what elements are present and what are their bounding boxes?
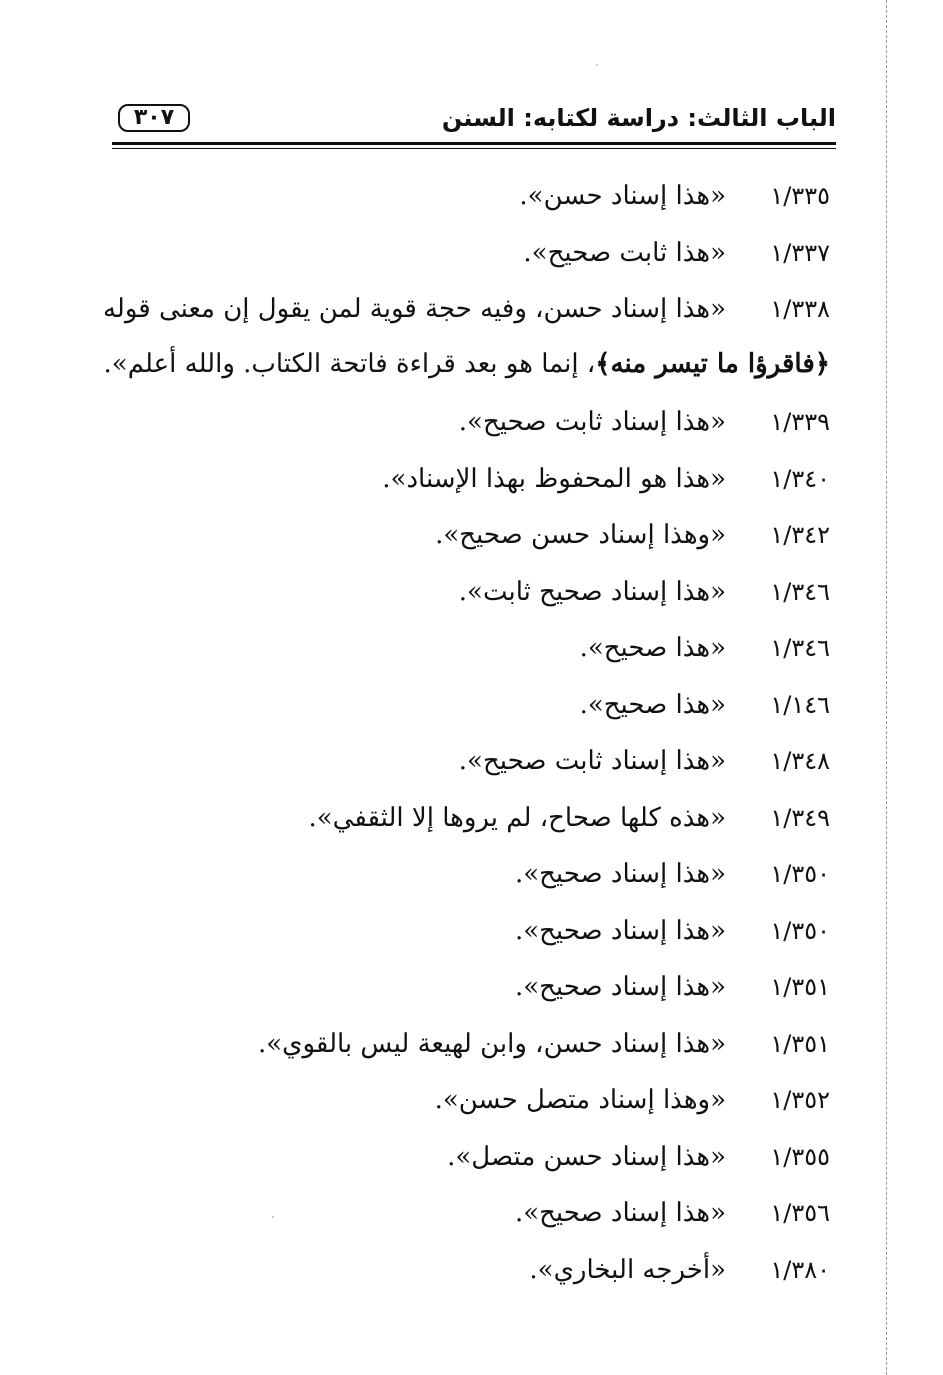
- entry-quote: «هذا هو المحفوظ بهذا الإسناد».: [382, 464, 726, 494]
- entry-reference: ١/٣٣٧: [770, 239, 830, 267]
- entry-reference: ١/١٤٦: [770, 691, 830, 719]
- page-edge-line: [886, 0, 887, 1375]
- list-item: [515, 854, 830, 894]
- entry-quote: «هذا إسناد حسن».: [519, 181, 726, 211]
- entry-quote: «هذا إسناد صحيح».: [514, 1198, 726, 1228]
- list-item: [382, 459, 830, 499]
- entry-quote: «هذا صحيح».: [579, 690, 726, 720]
- list-item: [103, 289, 830, 329]
- list-item: [459, 572, 830, 612]
- entry-quote: «هذا إسناد حسن، وابن لهيعة ليس بالقوي».: [257, 1029, 726, 1059]
- entry-continuation: [104, 344, 830, 384]
- chapter-title: الباب الثالث: دراسة لكتابه: السنن: [441, 104, 836, 132]
- list-item: [459, 402, 830, 442]
- entry-reference: ١/٣٤٦: [770, 578, 830, 606]
- entry-quote: «هذا صحيح».: [579, 633, 726, 663]
- list-item: [515, 911, 830, 951]
- page-number-badge: ٣٠٧: [118, 104, 190, 132]
- header-rule-thin: [112, 148, 836, 149]
- entry-quote: «هذا إسناد صحيح».: [514, 916, 726, 946]
- entry-reference: ١/٣٤٩: [770, 804, 830, 832]
- list-item: [435, 515, 830, 555]
- entry-reference: ١/٣٣٥: [770, 182, 830, 210]
- entry-reference: ١/٣٣٨: [770, 295, 830, 323]
- entry-quote: «هذا إسناد حسن، وفيه حجة قوية لمن يقول إن معنى قوله: [102, 294, 726, 324]
- entry-reference: ١/٣٤٠: [770, 465, 830, 493]
- entry-reference: ١/٣٥٠: [770, 917, 830, 945]
- entry-reference: ١/٣٥٥: [770, 1143, 830, 1171]
- entry-reference: ١/٣٤٢: [770, 521, 830, 549]
- scan-speck: [272, 1216, 274, 1218]
- entry-quote: «هذا إسناد صحيح».: [514, 972, 726, 1002]
- scan-speck: [596, 64, 598, 66]
- entry-quote: «أخرجه البخاري».: [529, 1255, 726, 1285]
- list-item: [515, 1193, 830, 1233]
- list-item: [523, 233, 830, 273]
- quran-verse: ﴿فاقرؤا ما تيسر منه﴾: [595, 349, 830, 379]
- entry-quote: «هذا إسناد حسن متصل».: [447, 1142, 726, 1172]
- entry-reference: ١/٣٥٠: [770, 860, 830, 888]
- list-item: [447, 1137, 830, 1177]
- entry-continuation-text: ، إنما هو بعد قراءة فاتحة الكتاب. والله أعلم».: [103, 349, 596, 379]
- list-item: [529, 1250, 830, 1290]
- list-item: [459, 741, 830, 781]
- entry-reference: ١/٣٣٩: [770, 408, 830, 436]
- list-item: [258, 1024, 830, 1064]
- entry-quote: «وهذا إسناد حسن صحيح».: [435, 520, 726, 550]
- entry-quote: «هذا إسناد صحيح».: [514, 859, 726, 889]
- entry-quote: «هذه كلها صحاح، لم يروها إلا الثقفي».: [308, 803, 726, 833]
- list-item: [515, 967, 830, 1007]
- list-item: [435, 1080, 830, 1120]
- entry-reference: ١/٣٥٦: [770, 1199, 830, 1227]
- entry-reference: ١/٣٤٨: [770, 747, 830, 775]
- entry-reference: ١/٣٥١: [770, 973, 830, 1001]
- list-item: [519, 176, 830, 216]
- page-header: [112, 96, 836, 152]
- entry-reference: ١/٣٨٠: [770, 1256, 830, 1284]
- entry-reference: ١/٣٤٦: [770, 634, 830, 662]
- entry-quote: «وهذا إسناد متصل حسن».: [434, 1085, 726, 1115]
- entry-quote: «هذا ثابت صحيح».: [523, 238, 726, 268]
- entry-quote: «هذا إسناد ثابت صحيح».: [458, 746, 726, 776]
- entry-quote: «هذا إسناد ثابت صحيح».: [458, 407, 726, 437]
- list-item: [308, 798, 830, 838]
- header-rule: [112, 142, 836, 145]
- list-item: [580, 628, 830, 668]
- entry-reference: ١/٣٥٢: [770, 1086, 830, 1114]
- list-item: [580, 685, 830, 725]
- entry-quote: «هذا إسناد صحيح ثابت».: [458, 577, 726, 607]
- entry-reference: ١/٣٥١: [770, 1030, 830, 1058]
